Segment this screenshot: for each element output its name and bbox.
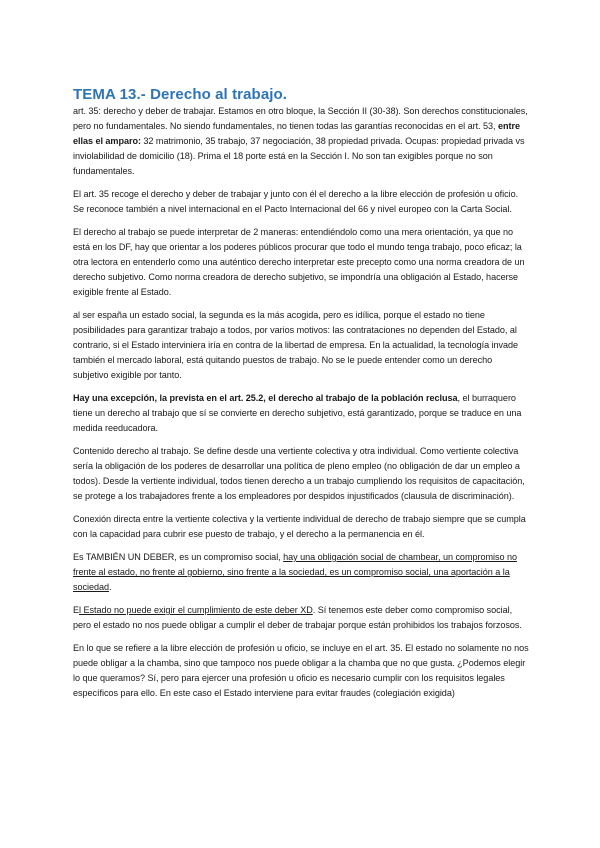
text-run: E bbox=[73, 605, 80, 615]
text-run: l Estado no puede exigir el cumplimiento de este deber XD bbox=[79, 605, 313, 615]
document-body bbox=[73, 104, 529, 701]
text-run: , el burraquero tiene un derecho al trabajo que sí se convierte en derecho subjetivo, está garantizado, porque se traduce en una medida reeducadora. bbox=[73, 393, 522, 433]
text-run: Conexión directa entre la vertiente colectiva y la vertiente individual de derecho de trabajo siempre que se cumpla con la capacidad para cubrir ese puesto de trabajo, y el derecho a la permanencia en él. bbox=[73, 514, 526, 539]
text-run: 32 matrimonio, 35 trabajo, 37 negociación, 38 propiedad privada. Ocupas: propiedad privada vs inviolabilidad de domicilio (18). Prima el 18 porte está en la Sección I. No son tan exigibles porque no son fundamentales. bbox=[73, 136, 525, 176]
paragraph-p5 bbox=[73, 391, 529, 436]
text-run: El derecho al trabajo se puede interpretar de 2 maneras: entendiéndolo como una mera orientación, ya que no está en los DF, hay que orientar a los poderes públicos procurar que todo el mundo tenga trabajo, poco eficaz; la otra lectora en entenderlo como una auténtico derecho interpretar este precepto como una norma creadora de un derecho subjetivo. Como norma creadora de derecho subjetivo, se impondría una obligación al Estado, hacerse exigible frente al Estado. bbox=[73, 227, 525, 297]
text-run: Hay una excepción, la prevista en el art. 25.2, el derecho al trabajo de la población reclusa bbox=[73, 393, 458, 403]
paragraph-p8 bbox=[73, 550, 529, 595]
text-run: art. 35: derecho y deber de trabajar. Estamos en otro bloque, la Sección II (30-38). Son derechos constitucionales, pero no fundamentales. No siendo fundamentales, no tienen todas las garantías reconocidas en el art. 53, bbox=[73, 106, 528, 131]
text-run: Es TAMBIÉN UN DEBER, es un compromiso social, bbox=[73, 552, 284, 562]
paragraph-p7 bbox=[73, 512, 529, 542]
text-run: En lo que se refiere a la libre elección de profesión u oficio, se incluye en el art. 35. El estado no solamente no nos puede obligar a la chamba, sino que tampoco nos puede obligar a la chamba que no que gusta. ¿Podemos elegir lo que queramos? Sí, pero para ejercer una profesión u oficio es necesario cumplir con los requisitos legales específicos para ello. En este caso el Estado interviene para evitar fraudes (colegiación exigida) bbox=[73, 643, 529, 698]
paragraph-p6 bbox=[73, 444, 529, 504]
document-title: TEMA 13.- Derecho al trabajo. bbox=[73, 86, 288, 103]
text-run: al ser españa un estado social, la segunda es la más acogida, pero es idílica, porque el estado no tiene posibilidades para garantizar trabajo a todos, por varios motivos: las contrataciones no dependen del Estado, al contrario, si el Estado interviniera iría en contra de la libertad de empresa. En la actualidad, la tecnología invade también el mercado laboral, está quitando puestos de trabajo. No se le puede entender como un derecho subjetivo exigible por tanto. bbox=[73, 310, 519, 380]
text-run: Contenido derecho al trabajo. Se define desde una vertiente colectiva y otra individual. Como vertiente colectiva sería la obligación de los poderes de desarrollar una política de pleno empleo (no obligación de dar un empleo a todos). Desde la vertiente individual, todos tienen derecho a un trabajo cumpliendo los requisitos de capacitación, se protege a los trabajadores frente a los empleadores por despidos injustificados (clausula de discriminación). bbox=[73, 446, 525, 501]
paragraph-p9 bbox=[73, 603, 529, 633]
document-page bbox=[73, 86, 529, 709]
text-run: entre ellas el amparo: bbox=[73, 121, 520, 146]
paragraph-p3 bbox=[73, 225, 529, 300]
paragraph-p2 bbox=[73, 187, 529, 217]
text-run: hay una obligación social de chambear, un compromiso no frente al estado, no frente al gobierno, sino frente a la sociedad, es un compromiso social, una aportación a la sociedad bbox=[73, 552, 517, 592]
text-run: . bbox=[109, 582, 112, 592]
text-run: El art. 35 recoge el derecho y deber de trabajar y junto con él el derecho a la libre elección de profesión u oficio. Se reconoce también a nivel internacional en el Pacto Internacional del 66 y nivel europeo con la Carta Social. bbox=[73, 189, 519, 214]
paragraph-p4 bbox=[73, 308, 529, 383]
paragraph-p10 bbox=[73, 641, 529, 701]
text-run: . Sí tenemos este deber como compromiso social, pero el estado no nos puede obligar a cumplir el deber de trabajar porque están prohibidos los trabajos forzosos. bbox=[73, 605, 522, 630]
paragraph-p1 bbox=[73, 104, 529, 179]
